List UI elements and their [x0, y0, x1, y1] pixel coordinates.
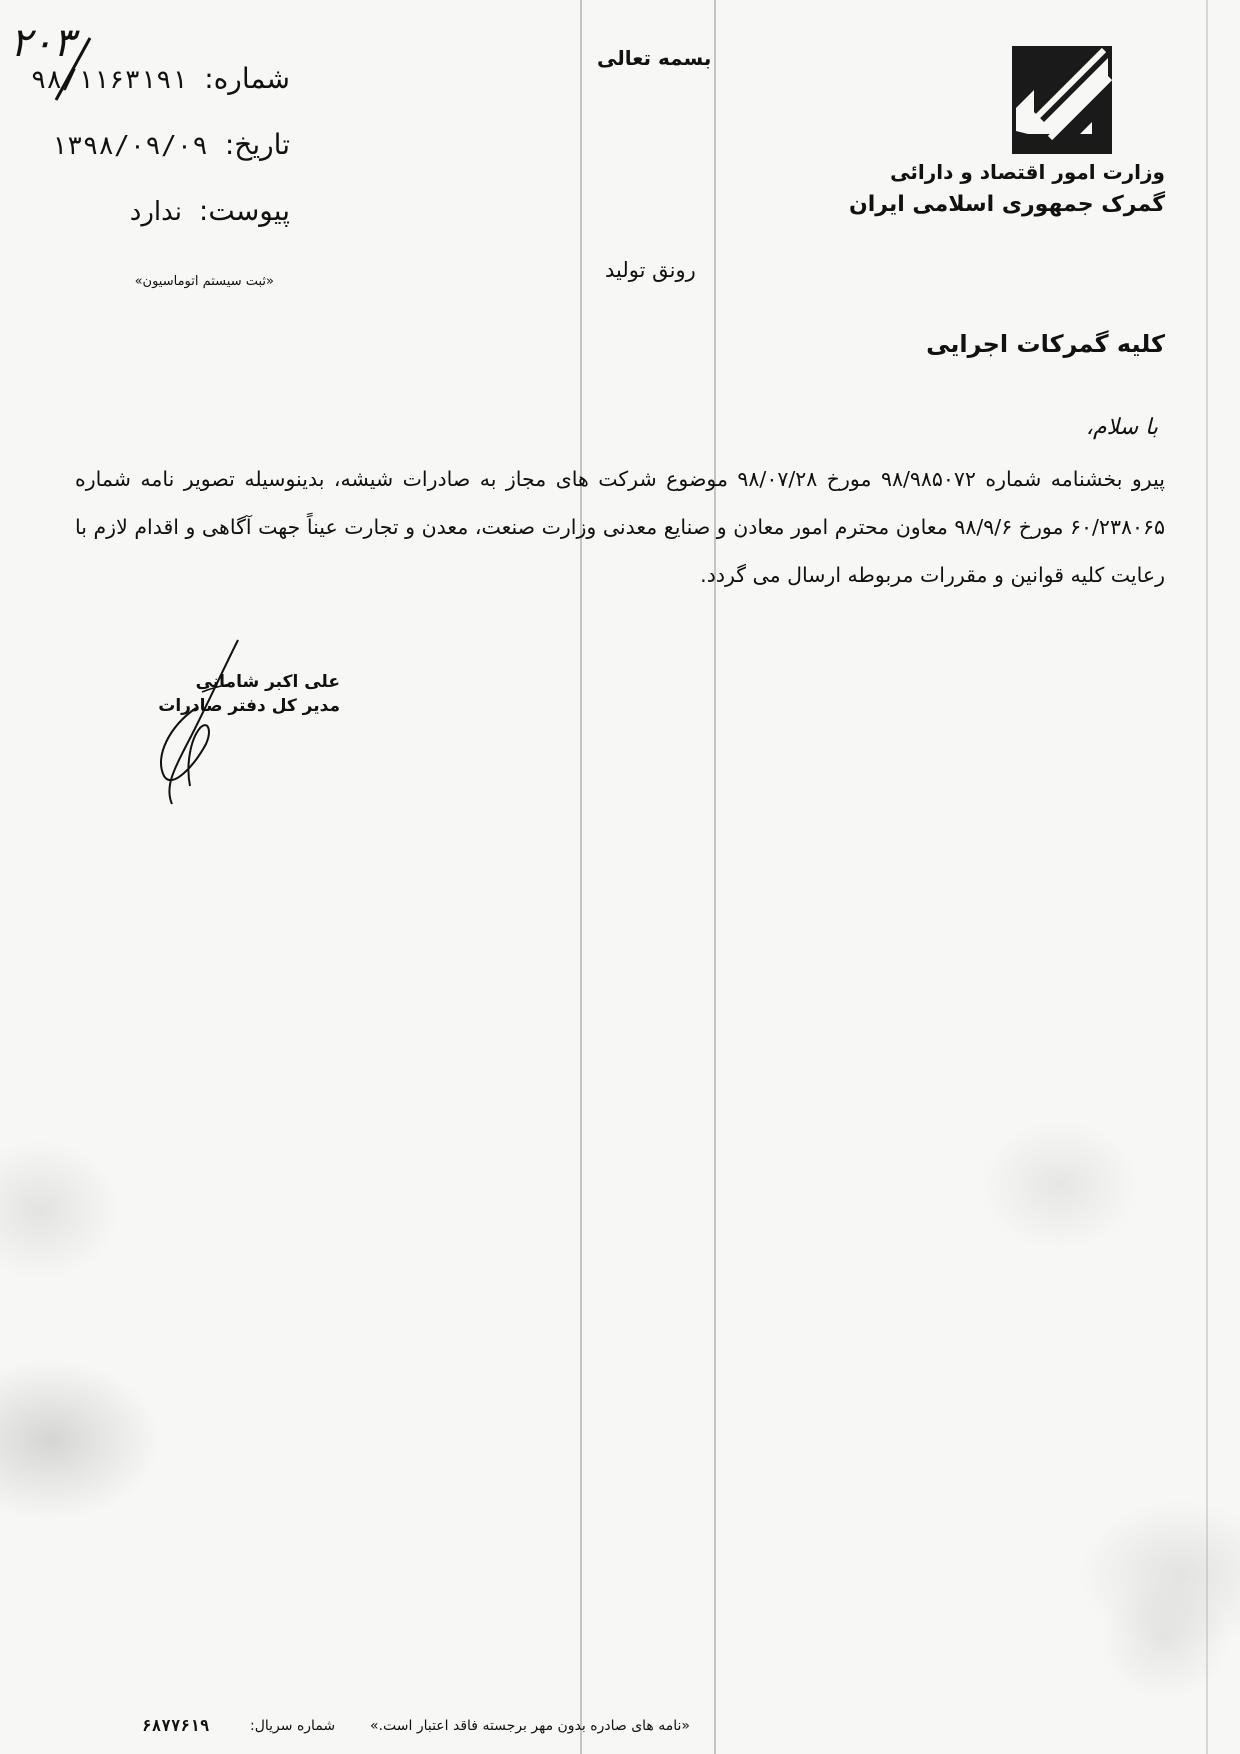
date-value: ۱۳۹۸/۰۹/۰۹ [51, 131, 208, 161]
letter-attachment [130, 194, 290, 227]
handwritten-signature [150, 636, 250, 811]
attachment-label: پیوست: [198, 194, 290, 227]
invocation: بسمه تعالی [597, 46, 712, 70]
recipient: کلیه گمرکات اجرایی [926, 330, 1165, 358]
date-label: تاریخ: [224, 128, 290, 161]
body-paragraph: پیرو بخشنامه شماره ۹۸/۹۸۵۰۷۲ مورخ ۹۸/۰۷/۲۸ موضوع شرکت های مجاز به صادرات شیشه، بدینوسیله تصویر نامه شماره ۶۰/۲۳۸۰۶۵ مورخ ۹۸/۹/۶ معاون محترم امور معادن و صنایع معدنی وزارت صنعت، معدن و تجارت عیناً جهت آگاهی و اقدام لازم با رعایت کلیه قوانین و مقررات مربوطه ارسال می گردد. [75, 467, 1165, 587]
scan-smudge [0, 1140, 120, 1280]
ministry-name: وزارت امور اقتصاد و دارائی [890, 160, 1165, 184]
cc-line: رونق تولید [605, 258, 696, 282]
greeting: با سلام، [1085, 415, 1158, 440]
scan-smudge [980, 1120, 1140, 1250]
number-label: شماره: [204, 62, 290, 95]
scan-smudge [1100, 1580, 1230, 1700]
letter-number [31, 62, 290, 95]
serial-value: ۶۸۷۷۶۱۹ [142, 1716, 210, 1735]
scan-line [714, 0, 716, 1754]
attachment-value: ندارد [129, 197, 182, 227]
scan-line [580, 0, 582, 1754]
signer-name: علی اکبر شامانی [195, 672, 340, 692]
customs-logo [1006, 34, 1122, 158]
organization-block [849, 160, 1165, 217]
customs-name: گمرک جمهوری اسلامی ایران [848, 192, 1165, 217]
letter-date [51, 128, 290, 161]
scan-line [1206, 0, 1208, 1754]
automation-note: «ثبت سیستم اتوماسیون» [134, 274, 274, 289]
number-value: ۹۸/۱۱۶۳۱۹۱ [30, 65, 188, 95]
signer-title: مدیر کل دفتر صادرات [158, 696, 340, 716]
scan-smudge [0, 1360, 160, 1520]
validity-note: «نامه های صادره بدون مهر برجسته فاقد اعتبار است.» [370, 1718, 690, 1734]
serial-label: شماره سریال: [250, 1718, 336, 1734]
letter-body [75, 455, 1165, 599]
handwritten-mark: ۲۰۳ [10, 20, 75, 66]
